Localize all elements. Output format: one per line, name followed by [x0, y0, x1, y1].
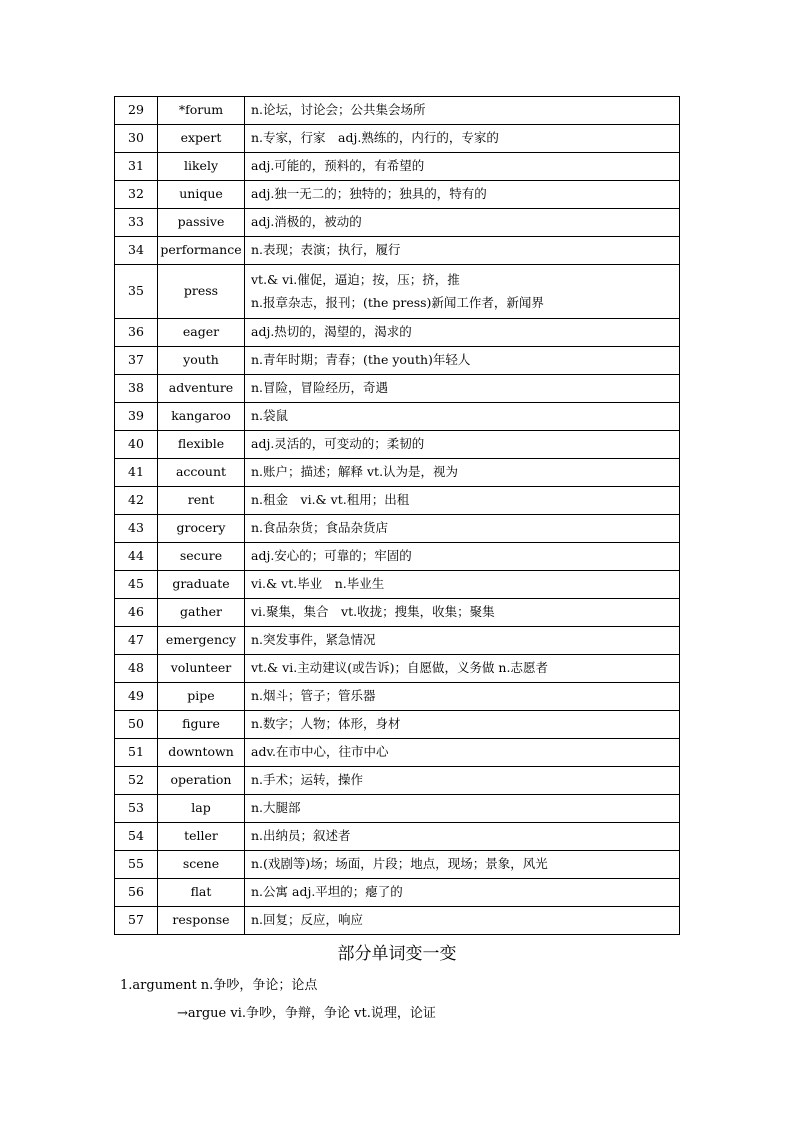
definition-text: adj.可能的，预料的，有希望的 [251, 158, 425, 174]
vocab-definition [245, 125, 680, 153]
definition-text: n.表现；表演；执行，履行 [251, 242, 401, 258]
definition-text: n.突发事件，紧急情况 [251, 632, 376, 648]
definition-text: n.食品杂货；食品杂货店 [251, 520, 389, 536]
definition-text: n.冒险，冒险经历，奇遇 [251, 380, 389, 396]
vocab-word: secure [158, 543, 245, 571]
table-row [115, 795, 680, 823]
vocab-word: flat [158, 879, 245, 907]
table-row [115, 125, 680, 153]
vocab-definition [245, 97, 680, 125]
definition-text: adj.灵活的，可变动的；柔韧的 [251, 436, 425, 452]
table-row [115, 347, 680, 375]
row-number: 57 [115, 907, 158, 935]
vocab-word: rent [158, 487, 245, 515]
vocab-word: press [158, 265, 245, 319]
row-number: 41 [115, 459, 158, 487]
definition-text: n.手术；运转，操作 [251, 772, 364, 788]
definition-text: adj.安心的；可靠的；牢固的 [251, 548, 412, 564]
table-row [115, 627, 680, 655]
vocab-definition [245, 431, 680, 459]
row-number: 55 [115, 851, 158, 879]
vocab-word: flexible [158, 431, 245, 459]
row-number: 34 [115, 237, 158, 265]
row-number: 29 [115, 97, 158, 125]
table-row [115, 683, 680, 711]
table-row [115, 515, 680, 543]
table-row [115, 767, 680, 795]
table-row [115, 375, 680, 403]
vocab-definition [245, 571, 680, 599]
derivation-line-2: →argue vi.争吵，争辩，争论 vt.说理，论证 [177, 1006, 436, 1021]
table-row [115, 851, 680, 879]
vocab-definition [245, 487, 680, 515]
row-number: 49 [115, 683, 158, 711]
vocab-word: lap [158, 795, 245, 823]
vocab-definition [245, 319, 680, 347]
vocab-word: volunteer [158, 655, 245, 683]
vocab-definition [245, 879, 680, 907]
definition-text: adj.热切的，渴望的，渴求的 [251, 324, 412, 340]
table-row [115, 823, 680, 851]
row-number: 53 [115, 795, 158, 823]
vocab-word: likely [158, 153, 245, 181]
derivation-line-1: 1.argument n.争吵，争论；论点 [120, 978, 318, 993]
row-number: 40 [115, 431, 158, 459]
definition-text: vi.& vt.毕业 n.毕业生 [251, 576, 385, 592]
vocab-definition [245, 181, 680, 209]
vocab-word: grocery [158, 515, 245, 543]
vocabulary-table [114, 96, 680, 935]
definition-text: adj.消极的，被动的 [251, 214, 362, 230]
vocab-definition [245, 265, 680, 319]
row-number: 37 [115, 347, 158, 375]
vocab-word: graduate [158, 571, 245, 599]
vocab-word: adventure [158, 375, 245, 403]
vocab-definition [245, 599, 680, 627]
vocab-word: pipe [158, 683, 245, 711]
table-row [115, 97, 680, 125]
row-number: 47 [115, 627, 158, 655]
vocab-definition [245, 767, 680, 795]
vocab-definition [245, 347, 680, 375]
vocabulary-table-body [115, 97, 680, 935]
vocab-definition [245, 403, 680, 431]
definition-text: n.回复；反应，响应 [251, 912, 364, 928]
table-row [115, 739, 680, 767]
table-row [115, 599, 680, 627]
vocab-definition [245, 655, 680, 683]
definition-text: n.(戏剧等)场；场面，片段；地点，现场；景象，风光 [251, 856, 548, 872]
vocab-word: emergency [158, 627, 245, 655]
row-number: 48 [115, 655, 158, 683]
vocab-definition [245, 627, 680, 655]
table-row [115, 543, 680, 571]
row-number: 33 [115, 209, 158, 237]
definition-text: n.袋鼠 [251, 408, 289, 424]
vocab-definition [245, 237, 680, 265]
definition-text: n.专家，行家 adj.熟练的，内行的，专家的 [251, 130, 499, 146]
definition-text: adj.独一无二的；独特的；独具的，特有的 [251, 186, 487, 202]
definition-text: n.公寓 adj.平坦的；瘪了的 [251, 884, 403, 900]
definition-text: adv.在市中心，往市中心 [251, 744, 389, 760]
vocab-word: *forum [158, 97, 245, 125]
vocab-word: performance [158, 237, 245, 265]
table-row [115, 431, 680, 459]
vocab-word: figure [158, 711, 245, 739]
vocab-word: youth [158, 347, 245, 375]
table-row [115, 487, 680, 515]
table-row [115, 237, 680, 265]
definition-text: n.论坛，讨论会；公共集会场所 [251, 102, 426, 118]
definition-text: n.大腿部 [251, 800, 301, 816]
table-row [115, 181, 680, 209]
vocab-word: teller [158, 823, 245, 851]
definition-text: n.账户；描述；解释 vt.认为是，视为 [251, 464, 459, 480]
vocab-word: response [158, 907, 245, 935]
definition-text: n.青年时期；青春；(the youth)年轻人 [251, 352, 471, 368]
row-number: 39 [115, 403, 158, 431]
table-row [115, 265, 680, 319]
table-row [115, 655, 680, 683]
row-number: 31 [115, 153, 158, 181]
row-number: 42 [115, 487, 158, 515]
table-row [115, 879, 680, 907]
table-row [115, 571, 680, 599]
row-number: 51 [115, 739, 158, 767]
table-row [115, 403, 680, 431]
section-title: 部分单词变一变 [337, 944, 457, 964]
vocab-definition [245, 795, 680, 823]
vocab-definition [245, 209, 680, 237]
vocab-word: eager [158, 319, 245, 347]
row-number: 50 [115, 711, 158, 739]
definition-text: n.出纳员；叙述者 [251, 828, 351, 844]
row-number: 46 [115, 599, 158, 627]
table-row [115, 711, 680, 739]
vocab-word: unique [158, 181, 245, 209]
vocab-word: kangaroo [158, 403, 245, 431]
vocab-word: downtown [158, 739, 245, 767]
vocab-definition [245, 375, 680, 403]
vocab-definition [245, 823, 680, 851]
vocab-word: scene [158, 851, 245, 879]
vocab-definition [245, 515, 680, 543]
vocab-word: gather [158, 599, 245, 627]
table-row [115, 319, 680, 347]
definition-text: vt.& vi.催促，逼迫；按，压；挤，推 [251, 272, 460, 288]
table-row [115, 153, 680, 181]
row-number: 38 [115, 375, 158, 403]
table-row [115, 209, 680, 237]
row-number: 45 [115, 571, 158, 599]
table-row [115, 459, 680, 487]
row-number: 56 [115, 879, 158, 907]
row-number: 52 [115, 767, 158, 795]
vocab-definition [245, 851, 680, 879]
table-row [115, 907, 680, 935]
vocab-definition [245, 739, 680, 767]
row-number: 43 [115, 515, 158, 543]
vocab-word: passive [158, 209, 245, 237]
definition-text: n.烟斗；管子；管乐器 [251, 688, 376, 704]
vocab-definition [245, 543, 680, 571]
vocab-definition [245, 459, 680, 487]
row-number: 30 [115, 125, 158, 153]
definition-text: vi.聚集，集合 vt.收拢；搜集，收集；聚集 [251, 604, 495, 620]
row-number: 35 [115, 265, 158, 319]
vocab-definition [245, 907, 680, 935]
definition-text: n.租金 vi.& vt.租用；出租 [251, 492, 410, 508]
row-number: 32 [115, 181, 158, 209]
vocab-word: expert [158, 125, 245, 153]
vocab-word: operation [158, 767, 245, 795]
definition-text: n.数字；人物；体形，身材 [251, 716, 401, 732]
vocab-definition [245, 153, 680, 181]
row-number: 54 [115, 823, 158, 851]
definition-text: vt.& vi.主动建议(或告诉)；自愿做，义务做 n.志愿者 [251, 660, 548, 676]
vocab-word: account [158, 459, 245, 487]
row-number: 44 [115, 543, 158, 571]
vocab-definition [245, 683, 680, 711]
vocab-definition [245, 711, 680, 739]
row-number: 36 [115, 319, 158, 347]
definition-text: n.报章杂志，报刊；(the press)新闻工作者，新闻界 [251, 294, 544, 310]
